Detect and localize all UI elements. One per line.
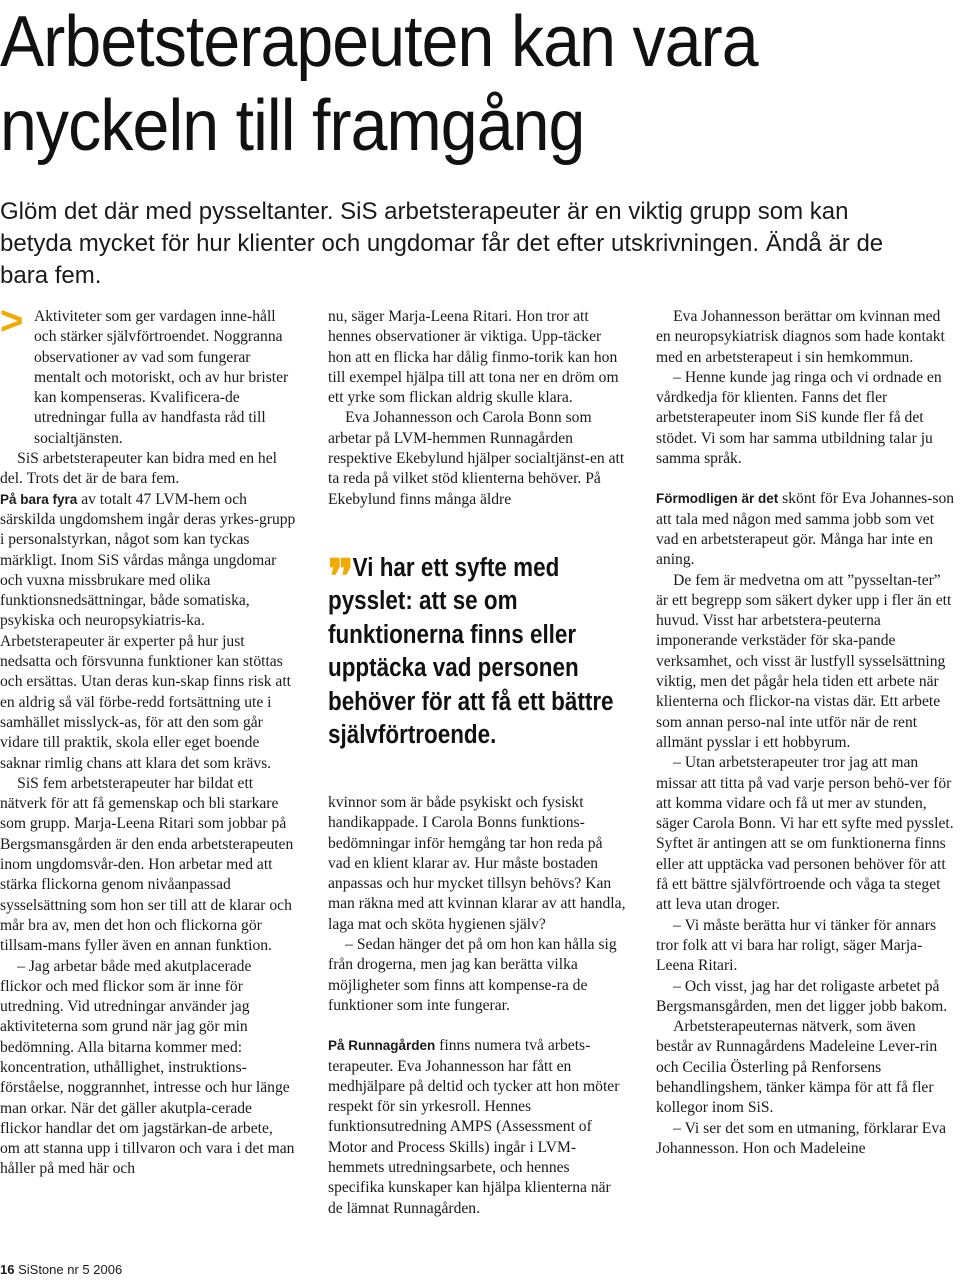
paragraph-text: Arbetsterapeuternas nätverk, som även består av Runnagårdens Madeleine Lever-rin och Cecilia Österling på Renforsens behandlingshem, tänker kämpa för att få fler kollegor inom SiS. <box>656 1018 938 1117</box>
intro-paragraph: SiS arbetsterapeuter kan bidra med en hel del. Trots det är de bara fem. <box>0 450 277 488</box>
paragraph-text: – Och visst, jag har det roligaste arbetet på Bergsmansgården, men det ligger jobb bakom. <box>656 977 948 1015</box>
paragraph-text: Eva Johannesson berättar om kvinnan med en neuropsykiatrisk diagnos som hade kontakt med en arbetsterapeut i sin hemkommun. <box>656 308 945 366</box>
column-2-bottom <box>328 793 628 1219</box>
body-paragraph <box>328 408 628 509</box>
body-paragraph <box>656 1017 956 1118</box>
paragraph-text: Eva Johannesson och Carola Bonn som arbetar på LVM-hemmen Runnagården respektive Ekebylund hjälper socialtjänst-en att ta reda på vilket stöd klienterna behöver. På Ekebylund finns många äldre <box>328 409 625 508</box>
chevron-icon: > <box>0 299 24 343</box>
paragraph-lead-in: På bara fyra <box>0 491 78 507</box>
pull-quote <box>328 549 628 753</box>
body-paragraph <box>656 977 956 1018</box>
body-paragraph <box>656 489 956 570</box>
body-paragraph <box>328 935 628 1016</box>
intro-paragraph: Aktiviteter som ger vardagen inne-håll och stärker självförtroendet. Noggranna observationer av vad som fungerar mentalt och motoriskt, och av hur brister kan kompenseras. Kvalificera-de utredningar fulla av handfasta råd till socialtjänsten. <box>34 308 289 447</box>
paragraph-text: – Utan arbetsterapeuter tror jag att man missar att titta på vad varje person behö-ver för att komma vidare och få ut mer av stunden, säger Carola Bonn. Vi har ett syfte med pysslet. Syftet är antingen att se om funktionerna finns eller att upptäcka vad personen behöver för att få ett bättre självförtroende och våga ta steget att leva utan droger. <box>656 754 954 914</box>
paragraph-text: nu, säger Marja-Leena Ritari. Hon tror att hennes observationer är viktiga. Upp-täcker hon att en flicka har dålig finmo-torik kan hon till exempel hjälpa till att tona ner en dröm om ett yrke som flickan aldrig skulle klara. <box>328 308 619 407</box>
paragraph-text: – Jag arbetar både med akutplacerade flickor och med flickor som är inne för utredning. Vid utredningar använder jag aktiviteterna som grund när jag gör min bedömning. Alla bitarna kommer med: koncentration, uthållighet, instruktions-förståelse, noggrannhet, intresse och hur länge man orkar. När det gäller akutpla-cerade flickor handlar det om jagstärkan-de arbete, om att stanna upp i tillvaron och vara i det man håller på med här och <box>0 957 295 1178</box>
body-paragraph <box>656 307 956 368</box>
page-number: 16 <box>0 1262 15 1277</box>
column-3 <box>656 307 956 1159</box>
article-headline: Arbetsterapeuten kan vara nyckeln till framgång <box>0 2 758 166</box>
paragraph-text: finns numera två arbets-terapeuter. Eva Johannesson har fått en medhjälpare på deltid och tycker att hon möter respekt för sin yrkesroll. Hennes funktionsutredning AMPS (Assessment of Motor and Process Skills) ingår i LVM-hemmets utredningsarbete, och hennes specifika kunskaper kan hjälpa klienterna när de lämnat Runnagården. <box>328 1037 620 1217</box>
body-paragraph <box>328 1036 628 1219</box>
paragraph-text: – Henne kunde jag ringa och vi ordnade en vårdkedja för klienten. Fanns det fler arbetsterapeuter inom SiS kunde fler få det stödet. Vi som har samma utbildning talar ju samma språk. <box>656 368 942 468</box>
paragraph-text: De fem är medvetna om att ”pysseltan-ter” är ett begrepp som säkert dyker upp i fler än ett huvud. Visst har arbetstera-peuterna imponerande verkstäder för ska-pande verksamhet, och visst är lustfyll sysselsättning viktig, men det pågår hela tiden ett arbete när klienterna och flickor-na vistas där. Ett arbete som annan perso-nal inte utför när de rent allmänt pysslar i ett hobbyrum. <box>656 571 952 751</box>
column-2 <box>328 307 628 1219</box>
body-paragraph <box>656 916 956 977</box>
paragraph-text: – Sedan hänger det på om hon kan hålla sig från drogerna, men jag kan berätta vilka möjligheter som finns att kompense-ra de funktioner som inte fungerar. <box>328 936 617 1014</box>
column-1 <box>0 299 296 1180</box>
body-paragraph <box>656 753 956 915</box>
intro-block <box>0 299 296 490</box>
column-1-body <box>0 490 296 1180</box>
paragraph-text: av totalt 47 LVM-hem och särskilda ungdomshem ingår deras yrkes-grupp i personalstyrkan, något som kan tyckas märkligt. Inom SiS vårdas många ungdomar och vuxna missbrukare med olika funktionsnedsättningar, både somatiska, psykiska och neuropsykiatris-ka. Arbetsterapeuter är experter på hur just nedsatta och försvunna funktioner kan stöttas och ersättas. Utan deras kun-skap finns risk att en aldrig så väl förbe-redd fortsättning ute i samhället misslyck-as, för att den som går vidare till praktik, skola eller eget boende saknar rimlig chans att klara det som krävs. <box>0 490 296 772</box>
body-paragraph <box>328 307 628 408</box>
paragraph-text: – Vi måste berätta hur vi tänker för annars tror folk att vi bara har roligt, säger Marja-Leena Ritari. <box>656 916 937 975</box>
body-paragraph <box>656 368 956 469</box>
column-2-top <box>328 307 628 510</box>
paragraph-lead-in: Förmodligen är det <box>656 491 779 507</box>
publication-name: SiStone nr 5 2006 <box>18 1262 123 1277</box>
paragraph-lead-in: På Runnagården <box>328 1038 436 1054</box>
article-ingress: Glöm det där med pysseltanter. SiS arbetsterapeuter är en viktig grupp som kan betyda mycket för hur klienter och ungdomar får det efter utskrivningen. Ändå är de bara fem. <box>0 198 884 289</box>
pull-quote-text: Vi har ett syfte med pysslet: att se om funktionerna finns eller upptäcka vad personen behöver för att få ett bättre självförtroende. <box>328 553 614 750</box>
paragraph-text: SiS fem arbetsterapeuter har bildat ett nätverk för att få gemenskap och bli starkare som grupp. Marja-Leena Ritari som jobbar på Bergsmansgården är den enda arbetsterapeuten inom ungdomsvår-den. Hon arbetar med att stärka flickorna genom nivåanpassad sysselsättning som hon ser till att de klarar och mår bra av, men det hon och flickorna gör tillsam-mans fyller även en annan funktion. <box>0 774 294 955</box>
body-paragraph <box>656 571 956 754</box>
body-paragraph <box>656 1119 956 1160</box>
paragraph-text: – Vi ser det som en utmaning, förklarar Eva Johannesson. Hon och Madeleine <box>656 1119 947 1157</box>
body-paragraph <box>0 490 296 774</box>
quote-mark-icon: ❜❜ <box>328 549 350 602</box>
paragraph-text: kvinnor som är både psykiskt och fysiskt handikappade. I Carola Bonns funktions-bedömningar inför hemgång tar hon reda på vad en klient klarar av. Hur måste bostaden anpassas och hur mycket tillsyn behövs? Kan man räkna med att kvinnan klarar av att handla, laga mat och sköta hygienen själv? <box>328 793 626 933</box>
body-paragraph <box>0 774 296 957</box>
page-footer <box>0 1262 122 1278</box>
body-paragraph <box>328 793 628 935</box>
body-paragraph <box>0 957 296 1180</box>
column-3-body <box>656 307 956 1159</box>
paragraph-text: skönt för Eva Johannes-son att tala med någon med samma jobb som vet vad en arbetsterapeut gör. Många har inte en aning. <box>656 490 955 569</box>
